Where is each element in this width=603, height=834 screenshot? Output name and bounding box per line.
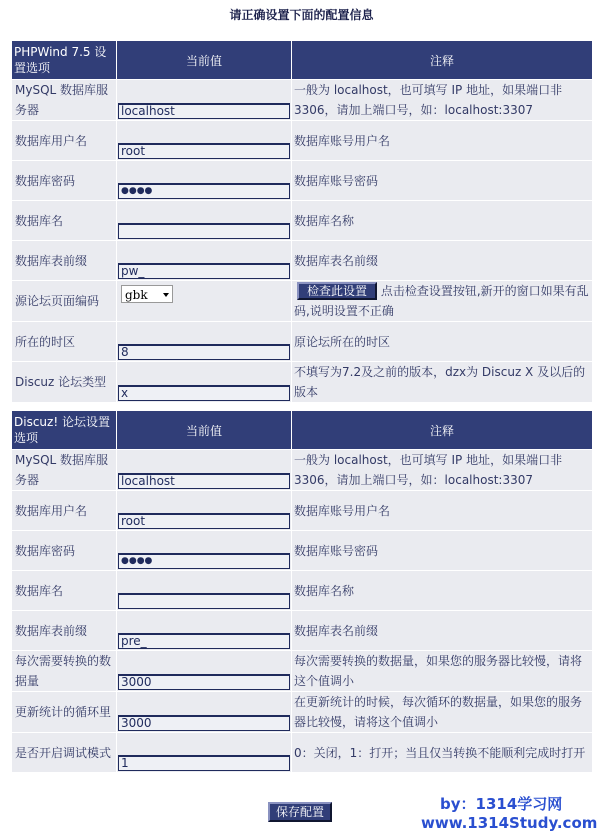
row-note: 在更新统计的时候，每次循环的数据量，如果您的服务器比较慢，请将这个值调小 bbox=[292, 692, 592, 732]
pw-timezone-input[interactable]: 8 bbox=[118, 328, 290, 360]
dz-stats-loop-input[interactable]: 3000 bbox=[118, 699, 290, 731]
row-note: 数据库名称 bbox=[292, 571, 592, 610]
row-label: 所在的时区 bbox=[12, 322, 116, 361]
header-notes: 注释 bbox=[292, 411, 592, 449]
row-label: 数据库表前缀 bbox=[12, 611, 116, 650]
row-note: 一般为 localhost，也可填写 IP 地址，如果端口非 3306，请加上端口号，如：localhost:3307 bbox=[292, 450, 592, 490]
row-label: MySQL 数据库服务器 bbox=[12, 80, 116, 120]
row-label: 每次需要转换的数据量 bbox=[12, 651, 116, 691]
header-options: Discuz! 论坛设置选项 bbox=[12, 411, 116, 449]
watermark-line2: www.1314Study.com bbox=[421, 814, 598, 832]
pw-row-table-prefix bbox=[12, 241, 592, 280]
row-note: 数据库账号密码 bbox=[292, 161, 592, 200]
row-note: 数据库名称 bbox=[292, 201, 592, 240]
dz-db-user-input[interactable]: root bbox=[118, 497, 290, 529]
row-label: Discuz 论坛类型 bbox=[12, 362, 116, 402]
chevron-down-icon bbox=[163, 293, 169, 297]
row-note: 原论坛所在的时区 bbox=[292, 322, 592, 361]
pw-row-timezone bbox=[12, 322, 592, 361]
page-title: 请正确设置下面的配置信息 bbox=[229, 8, 374, 22]
pw-row-db-password bbox=[12, 161, 592, 200]
row-label: 是否开启调试模式 bbox=[12, 733, 116, 772]
row-note: 数据库表名前缀 bbox=[292, 611, 592, 650]
row-label: 数据库用户名 bbox=[12, 491, 116, 530]
dz-row-stats-loop bbox=[12, 692, 592, 732]
dz-row-batch-size bbox=[12, 651, 592, 691]
row-note: 一般为 localhost，也可填写 IP 地址，如果端口非 3306，请加上端口号，如：localhost:3307 bbox=[292, 80, 592, 120]
dz-row-debug-mode bbox=[12, 733, 592, 772]
phpwind-settings-table bbox=[11, 40, 593, 403]
dz-table-prefix-input[interactable]: pre_ bbox=[118, 617, 290, 649]
dz-row-table-prefix bbox=[12, 611, 592, 650]
dz-debug-mode-input[interactable]: 1 bbox=[118, 739, 290, 771]
dz-mysql-server-input[interactable]: localhost bbox=[118, 457, 290, 489]
watermark-line1: by：1314学习网 bbox=[440, 795, 563, 813]
pw-row-encoding bbox=[12, 281, 592, 321]
dz-db-name-input[interactable] bbox=[118, 577, 290, 609]
header-current-value: 当前值 bbox=[117, 41, 291, 79]
pw-discuz-type-input[interactable]: x bbox=[118, 369, 290, 401]
row-label: 源论坛页面编码 bbox=[12, 281, 116, 321]
row-note: 数据库账号用户名 bbox=[292, 121, 592, 160]
row-note: 数据库表名前缀 bbox=[292, 241, 592, 280]
pw-table-prefix-input[interactable]: pw_ bbox=[118, 247, 290, 279]
dz-batch-size-input[interactable]: 3000 bbox=[118, 658, 290, 690]
dz-row-mysql-server bbox=[12, 450, 592, 490]
dz-row-db-name bbox=[12, 571, 592, 610]
header-current-value: 当前值 bbox=[117, 411, 291, 449]
discuz-header-row bbox=[12, 411, 592, 449]
row-label: 数据库用户名 bbox=[12, 121, 116, 160]
row-label: 更新统计的循环里 bbox=[12, 692, 116, 732]
row-label: 数据库表前缀 bbox=[12, 241, 116, 280]
header-options: PHPWind 7.5 设置选项 bbox=[12, 41, 116, 79]
save-config-button[interactable]: 保存配置 bbox=[268, 802, 332, 822]
check-setting-button[interactable]: 检查此设置 bbox=[297, 282, 377, 300]
pw-row-db-user bbox=[12, 121, 592, 160]
pw-row-db-name bbox=[12, 201, 592, 240]
pw-db-user-input[interactable]: root bbox=[118, 127, 290, 159]
row-label: 数据库名 bbox=[12, 571, 116, 610]
row-note: 数据库账号密码 bbox=[292, 531, 592, 570]
row-note: 0：关闭，1：打开；当且仅当转换不能顺利完成时打开 bbox=[292, 733, 592, 772]
pw-row-discuz-type bbox=[12, 362, 592, 402]
row-label: 数据库密码 bbox=[12, 531, 116, 570]
row-note: 检查此设置 点击检查设置按钮,新开的窗口如果有乱码,说明设置不正确 bbox=[292, 281, 592, 321]
row-label: 数据库密码 bbox=[12, 161, 116, 200]
discuz-settings-table bbox=[11, 410, 593, 773]
row-note: 数据库账号用户名 bbox=[292, 491, 592, 530]
row-note: 每次需要转换的数据量，如果您的服务器比较慢，请将这个值调小 bbox=[292, 651, 592, 691]
row-note: 不填写为7.2及之前的版本，dzx为 Discuz X 及以后的版本 bbox=[292, 362, 592, 402]
row-label: MySQL 数据库服务器 bbox=[12, 450, 116, 490]
dz-row-db-password bbox=[12, 531, 592, 570]
pw-mysql-server-input[interactable]: localhost bbox=[118, 87, 290, 119]
row-label: 数据库名 bbox=[12, 201, 116, 240]
pw-row-mysql-server bbox=[12, 80, 592, 120]
dz-row-db-user bbox=[12, 491, 592, 530]
encoding-select[interactable]: gbk bbox=[121, 285, 173, 303]
pw-db-name-input[interactable] bbox=[118, 207, 290, 239]
header-notes: 注释 bbox=[292, 41, 592, 79]
phpwind-header-row bbox=[12, 41, 592, 79]
dz-db-password-input[interactable]: ●●●● bbox=[118, 537, 290, 569]
pw-db-password-input[interactable]: ●●●● bbox=[118, 167, 290, 199]
